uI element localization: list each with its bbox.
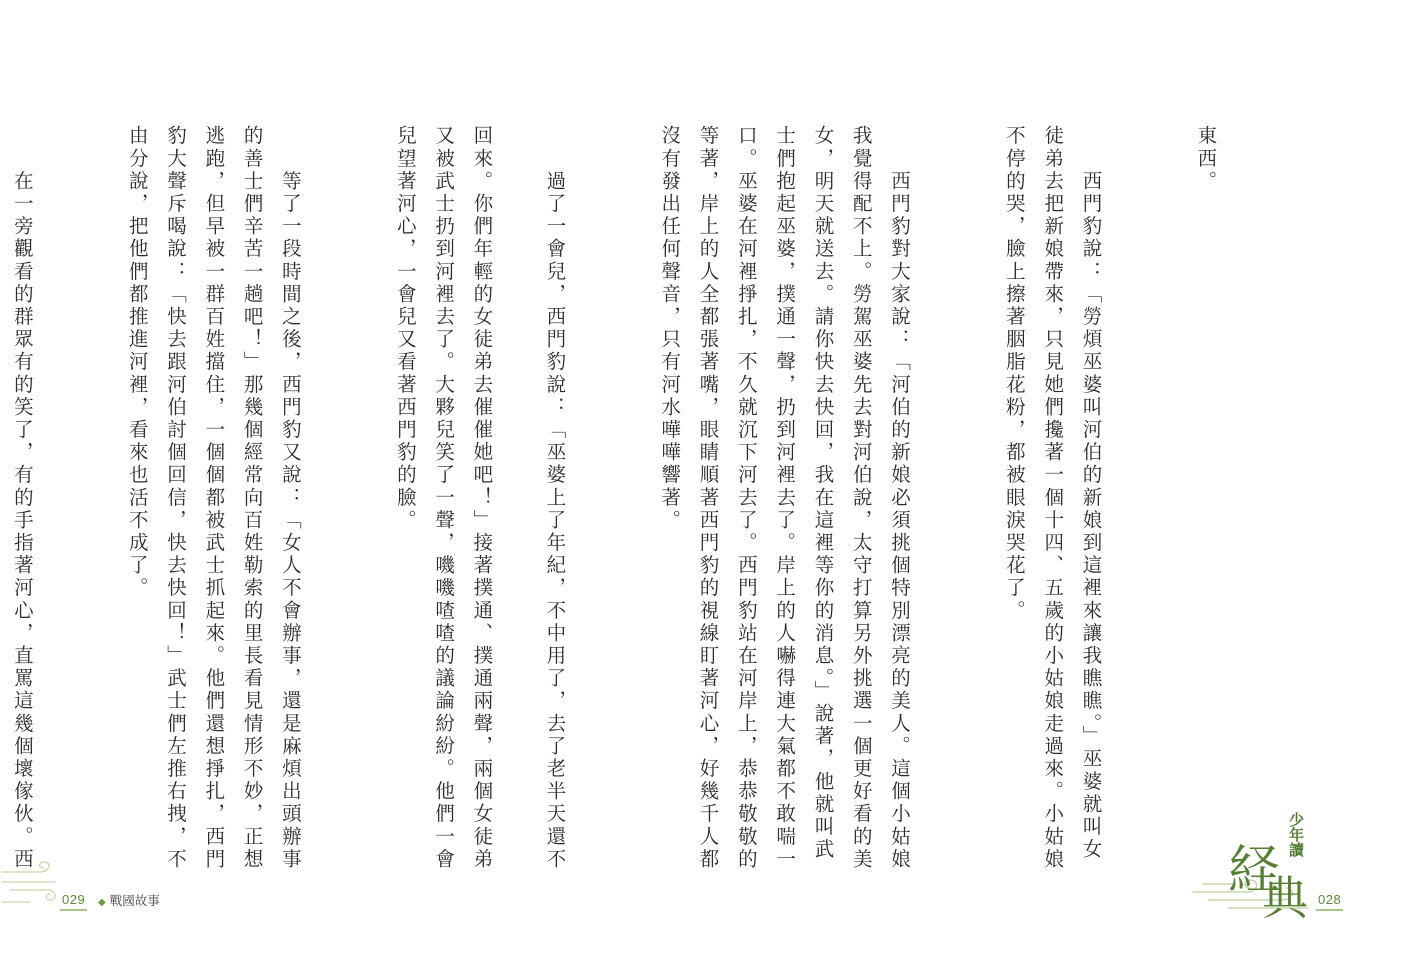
page-number xyxy=(1318,892,1341,907)
paragraph: 在一旁觀看的群眾有的笑了，有的手指著河心，直罵這幾個壞傢伙。西 xyxy=(10,170,34,871)
cloud-ornament-icon xyxy=(0,858,70,908)
right-page xyxy=(543,0,1411,954)
paragraph: 過了一會兒，西門豹說：「巫婆上了年紀，不中用了，去了老半天還不 xyxy=(543,125,567,871)
logo-big-char: 経 xyxy=(1228,841,1281,901)
page-number xyxy=(62,892,85,907)
running-title xyxy=(98,891,160,909)
page-number-underline xyxy=(60,909,87,911)
left-page-body xyxy=(0,125,577,871)
page-number-text: 028 xyxy=(1318,892,1342,907)
diamond-icon: ◆ xyxy=(98,897,106,908)
paragraph: 等了一段時間之後，西門豹又說：「女人不會辦事，還是麻煩出頭辦事 的善士們辛苦一趟吧！」那幾個經常向百姓勒索的里長看見情形不妙，正想 逃跑，但早被一群百姓擋住，一個個都被武士抓起來。他們還想掙扎，西門 豹大聲斥喝說：「快去跟河伯討個回信，快去快回！」武士們左推右拽，不 由分說，把他們都推進河裡，看來也活不成了。 xyxy=(125,125,302,871)
running-title-text: 戰國故事 xyxy=(109,893,160,908)
left-page xyxy=(0,0,705,954)
logo-small-text: 少年讀 xyxy=(1287,812,1305,857)
page-number-underline xyxy=(1316,909,1343,911)
logo-big-char: 典 xyxy=(1262,871,1308,925)
paragraph: 回來。你們年輕的女徒弟去催催她吧！」接著撲通、撲通兩聲，兩個女徒弟 又被武士扔到河裡去了。大夥兒笑了一聲，嘰嘰喳喳的議論紛紛。他們一會 兒望著河心，一會兒又看著西門豹的臉。 xyxy=(393,125,494,871)
paragraph: 東西。 xyxy=(1194,125,1218,193)
paragraph: 西門豹說：「勞煩巫婆叫河伯的新娘到這裡來讓我瞧瞧。」巫婆就叫女 徒弟去把新娘帶來，只見她們攙著一個十四、五歲的小姑娘走過來。小姑娘 不停的哭，臉上擦著胭脂花粉，都被眼淚哭花了。 xyxy=(1002,125,1103,871)
paragraph: 西門豹對大家說：「河伯的新娘必須挑個特別漂亮的美人。這個小姑娘 我覺得配不上。勞駕巫婆先去對河伯說，太守打算另外挑選一個更好看的美 女，明天就送去。請你快去快回，我在這裡等你的消息。」說著，他就叫武 士們抱起巫婆，撲通一聲，扔到河裡去了。岸上的人嚇得連大氣都不敢喘一 口。巫婆在河裡掙扎，不久就沉下河去了。西門豹站在河岸上，恭恭敬敬的 等著，岸上的人全都張著嘴，眼睛順著西門豹的視線盯著河心，好幾千人都 沒有發出任何聲音，只有河水嘩嘩響著。 xyxy=(658,125,912,871)
page-number-text: 029 xyxy=(62,892,86,907)
